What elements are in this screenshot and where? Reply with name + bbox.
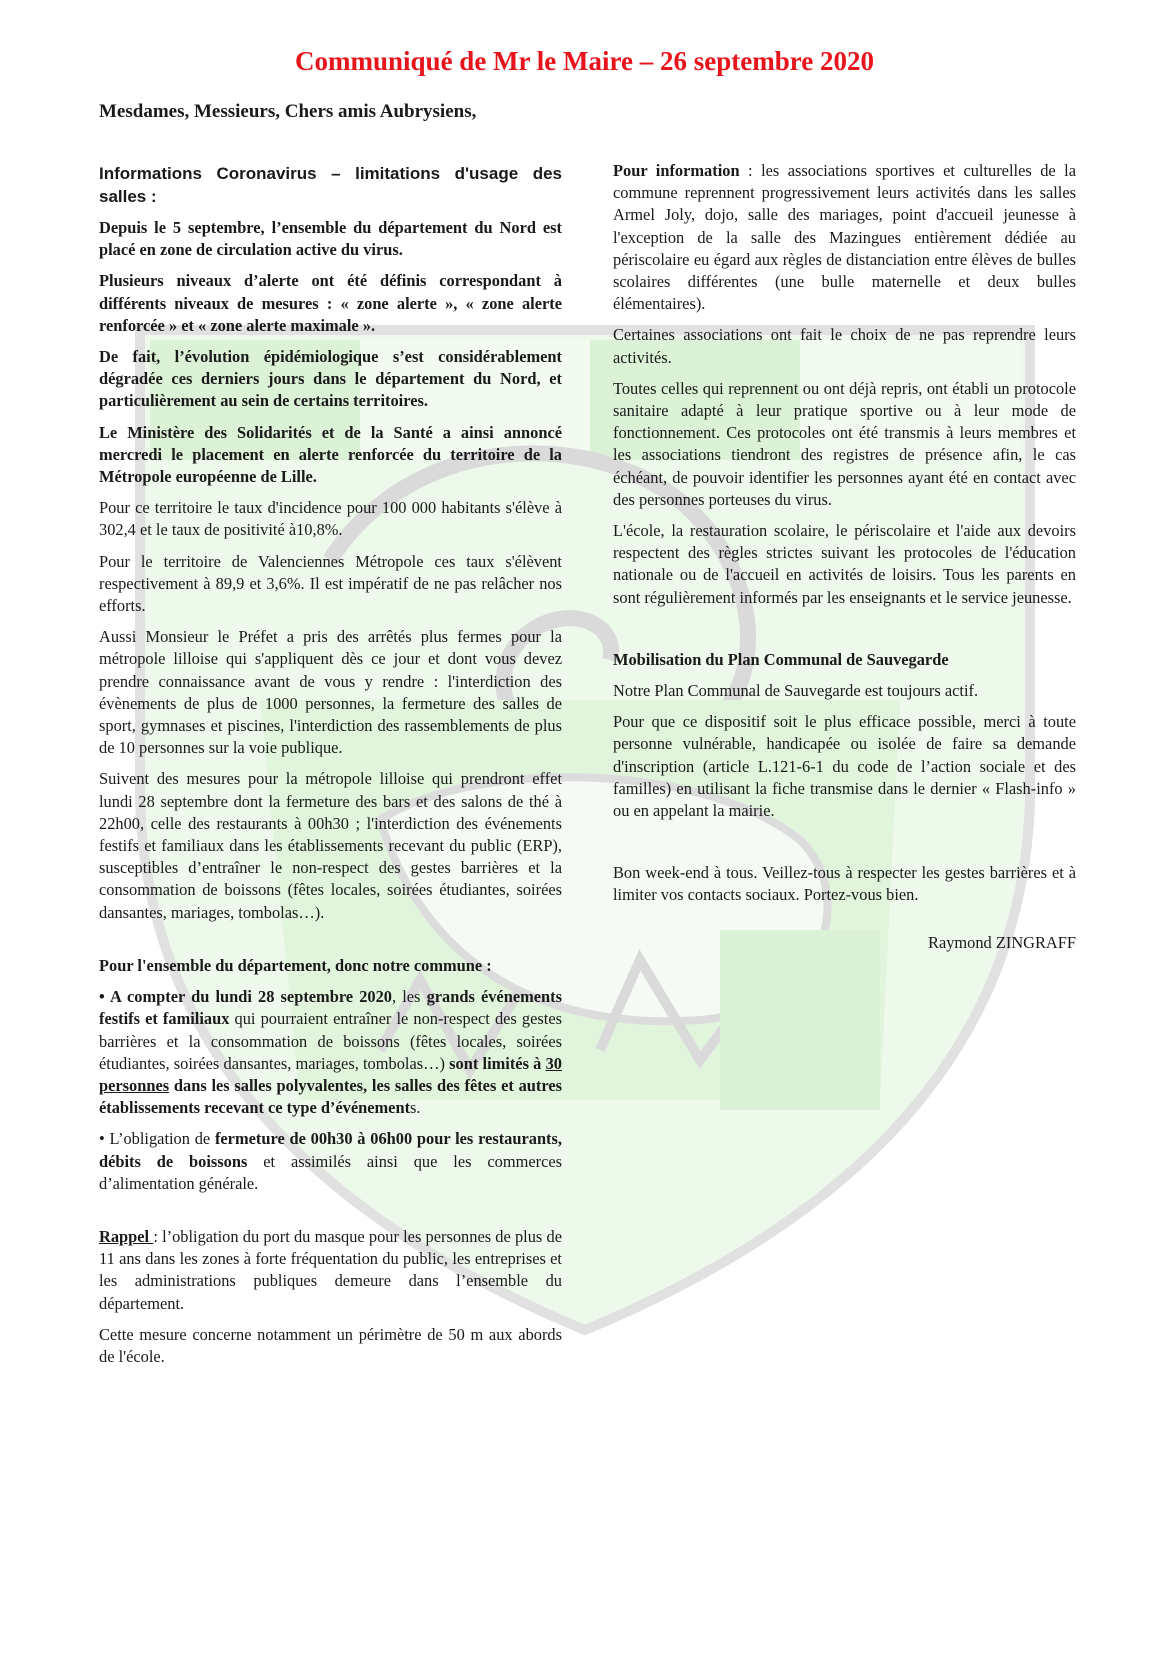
info-paragraph: Pour information : les associations sportives et culturelles de la commune reprennent progressivement leurs activités dans les salles Armel Joly, dojo, salle des mariages, point d'accueil jeunesse à l'exception de la salle des Mazingues entièrement dédiée au périscolaire eu égard aux règles de distanciation entre élèves de bulles scolaires différentes (une bulle maternelle et deux bulles élémentaires). [613,161,1076,314]
paragraph: L'école, la restauration scolaire, le périscolaire et l'aide aux devoirs respectent des règles strictes suivant les protocoles de l'éducation nationale ou de l'accueil en activités de loisirs. Tous les parents en sont régulièrement informés par les enseignants et le service jeunesse. [613,521,1076,607]
paragraph: Aussi Monsieur le Préfet a pris des arrêtés plus fermes pour la métropole lilloise qui s'appliquent dès ce jour et dont vous devez prendre connaissance avant de vous y rendre : l'interdiction des évènements de plus de 1000 personnes, la fermeture des salles de sport, gymnases et piscines, l'interdiction des rassemblements de plus de 10 personnes sur la voie publique. [99,627,562,758]
paragraph: Pour ce territoire le taux d'incidence pour 100 000 habitants s'élève à 302,4 et le taux de positivité à10,8%. [99,498,562,540]
paragraph: Pour que ce dispositif soit le plus efficace possible, merci à toute personne vulnérable, handicapée ou isolée de faire sa demande d'inscription (article L.121-6-1 du code de l’action sociale et des familles) en utilisant la fiche transmise dans le dernier « Flash-info » ou en appelant la mairie. [613,712,1076,821]
bullet-large-events: • A compter du lundi 28 septembre 2020, les grands événements festifs et familiaux qui pourraient entraîner le non-respect des gestes barrières et la consommation de boissons (fêtes locales, soirées étudiantes, soirées dansantes, mariages, tombolas…) sont limités à 30 personnes dans les salles polyvalentes, les salles des fêtes et autres établissements recevant ce type d’événements. [99,987,562,1118]
signature: Raymond ZINGRAFF [928,932,1076,952]
paragraph: Certaines associations ont fait le choix de ne pas reprendre leurs activités. [613,325,1076,367]
document-title: Communiqué de Mr le Maire – 26 septembre 2020 [295,46,874,76]
paragraph: Plusieurs niveaux d’alerte ont été définis correspondant à différents niveaux de mesures : « zone alerte », « zone alerte renforcée » et « zone alerte maximale ». [99,271,562,335]
section-heading-plan: Mobilisation du Plan Communal de Sauvegarde [613,649,949,669]
reminder-paragraph: Rappel : l’obligation du port du masque pour les personnes de plus de 11 ans dans les zones à forte fréquentation du public, les entreprises et les administrations publiques demeure dans l’ensemble du département. [99,1226,562,1313]
paragraph: Notre Plan Communal de Sauvegarde est toujours actif. [613,681,979,701]
left-column [99,162,562,1377]
paragraph: Le Ministère des Solidarités et de la Santé a ainsi annoncé mercredi le placement en alerte renforcée du territoire de la Métropole européenne de Lille. [99,422,562,487]
greeting: Mesdames, Messieurs, Chers amis Aubrysiens, [99,101,477,122]
bullet-closing-hours: • L’obligation de fermeture de 00h30 à 06h00 pour les restaurants, débits de boissons et assimilés ainsi que les commerces d’alimentation générale. [99,1129,562,1193]
section-heading-department: Pour l'ensemble du département, donc notre commune : [99,955,492,975]
paragraph: Cette mesure concerne notamment un périmètre de 50 m aux abords de l'école. [99,1324,562,1366]
right-column [613,160,1076,963]
section-heading-coronavirus: Informations Coronavirus – limitations d'usage des salles : [99,164,562,206]
paragraph: Toutes celles qui reprennent ou ont déjà repris, ont établi un protocole sanitaire adapté à leur pratique sportive ou à leur mode de fonctionnement. Ces protocoles ont été transmis à leurs membres et les associations tiendront des registres de présence afin, le cas échéant, de pouvoir identifier les personnes ayant été en contact avec des personnes porteuses du virus. [613,378,1076,509]
paragraph: Pour le territoire de Valenciennes Métropole ces taux s'élèvent respectivement à 89,9 et 3,6%. Il est impératif de ne pas relâcher nos efforts. [99,551,562,616]
reminder-label: Rappel [99,1226,154,1246]
info-label: Pour information [613,161,740,180]
paragraph: Depuis le 5 septembre, l’ensemble du département du Nord est placé en zone de circulation active du virus. [99,218,562,260]
paragraph: Suivent des mesures pour la métropole lilloise qui prendront effet lundi 28 septembre dont la fermeture des bars et des salons de thé à 22h00, celle des restaurants à 00h30 ; l'interdiction des événements festifs et familiaux dans les établissements recevant du public (ERP), susceptibles d’entraîner le non-respect des gestes barrières et la consommation de boissons (fêtes locales, soirées étudiantes, soirées dansantes, mariages, tombolas…). [99,769,562,922]
paragraph: De fait, l’évolution épidémiologique s’est considérablement dégradée ces derniers jours dans le département du Nord, et particulièrement au sein de certains territoires. [99,347,562,411]
closing-paragraph: Bon week-end à tous. Veillez-tous à respecter les gestes barrières et à limiter vos contacts sociaux. Portez-vous bien. [613,863,1076,905]
